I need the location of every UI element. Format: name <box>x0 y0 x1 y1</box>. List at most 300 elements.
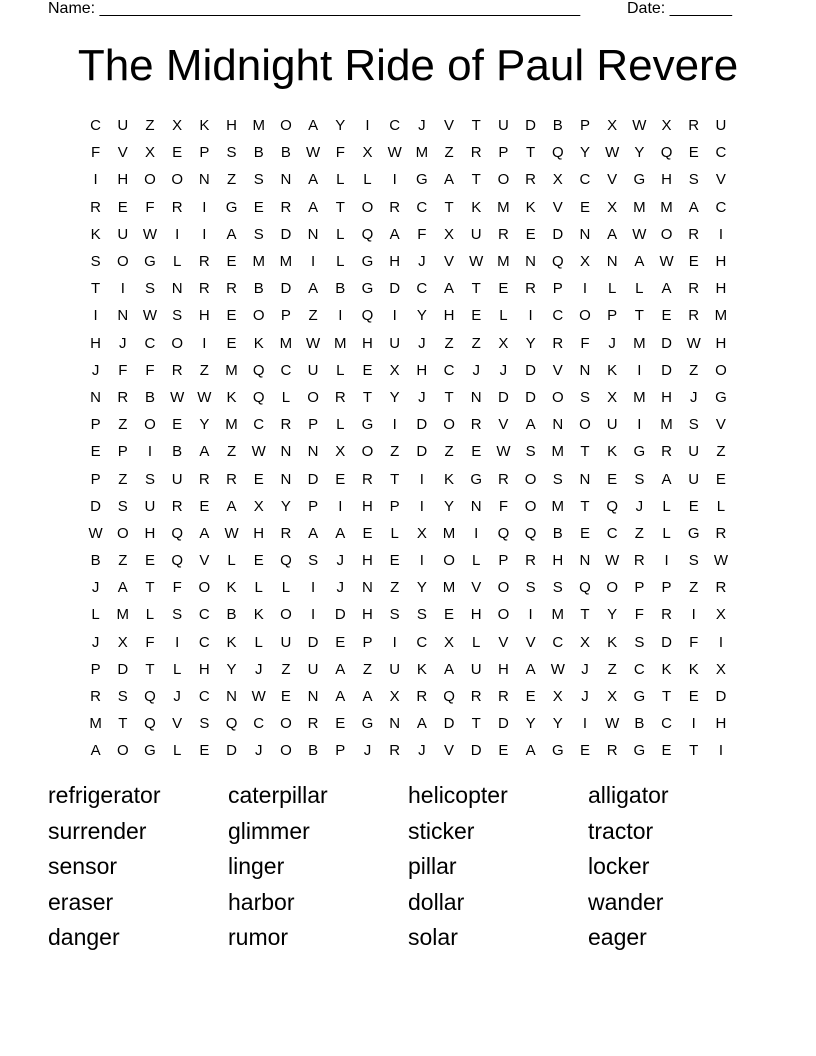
grid-letter[interactable]: E <box>253 552 264 570</box>
grid-letter[interactable]: S <box>172 307 183 325</box>
grid-letter[interactable]: I <box>392 633 397 651</box>
grid-letter[interactable]: I <box>474 524 479 542</box>
grid-letter[interactable]: L <box>363 171 372 189</box>
grid-letter[interactable]: I <box>147 443 153 461</box>
grid-letter[interactable]: M <box>334 334 347 352</box>
grid-letter[interactable]: U <box>144 497 156 515</box>
grid-letter[interactable]: S <box>90 253 101 271</box>
grid-letter[interactable]: D <box>497 715 509 733</box>
grid-letter[interactable]: A <box>335 688 346 706</box>
grid-letter[interactable]: J <box>608 334 616 352</box>
grid-letter[interactable]: H <box>389 253 401 271</box>
grid-letter[interactable]: A <box>688 198 699 216</box>
grid-letter[interactable]: E <box>253 198 264 216</box>
grid-letter[interactable]: J <box>91 361 100 379</box>
grid-letter[interactable]: N <box>579 470 591 488</box>
grid-letter[interactable]: N <box>606 253 618 271</box>
grid-letter[interactable]: E <box>199 742 210 760</box>
grid-letter[interactable]: Q <box>579 579 591 597</box>
grid-letter[interactable]: B <box>335 280 346 298</box>
grid-letter[interactable]: D <box>280 280 292 298</box>
grid-letter[interactable]: X <box>444 225 455 243</box>
grid-letter[interactable]: D <box>661 361 672 379</box>
grid-letter[interactable]: Z <box>444 334 454 352</box>
grid-letter[interactable]: K <box>471 198 482 216</box>
grid-letter[interactable]: H <box>253 524 265 542</box>
grid-letter[interactable]: Q <box>551 253 564 271</box>
grid-letter[interactable]: S <box>144 280 155 298</box>
grid-letter[interactable]: P <box>661 579 672 597</box>
grid-letter[interactable]: Q <box>524 524 537 542</box>
grid-letter[interactable]: A <box>416 715 427 733</box>
grid-letter[interactable]: C <box>579 171 591 189</box>
grid-letter[interactable]: A <box>90 742 101 760</box>
grid-letter[interactable]: E <box>715 470 726 488</box>
grid-letter[interactable]: G <box>551 742 564 760</box>
grid-letter[interactable]: N <box>579 225 591 243</box>
grid-letter[interactable]: X <box>335 443 346 461</box>
grid-letter[interactable]: V <box>117 144 128 162</box>
grid-letter[interactable]: Z <box>145 117 155 135</box>
grid-letter[interactable]: R <box>661 443 672 461</box>
grid-letter[interactable]: M <box>116 606 130 624</box>
grid-letter[interactable]: Q <box>361 307 374 325</box>
grid-letter[interactable]: K <box>226 388 237 406</box>
grid-letter[interactable]: U <box>715 117 727 135</box>
grid-letter[interactable]: S <box>226 144 237 162</box>
grid-letter[interactable]: N <box>579 552 591 570</box>
grid-letter[interactable]: U <box>389 334 401 352</box>
grid-letter[interactable]: R <box>497 470 509 488</box>
grid-letter[interactable]: A <box>444 171 455 189</box>
grid-letter[interactable]: L <box>91 606 100 624</box>
grid-letter[interactable]: C <box>389 117 401 135</box>
grid-letter[interactable]: G <box>633 171 646 189</box>
grid-letter[interactable]: L <box>254 579 263 597</box>
grid-letter[interactable]: X <box>144 144 155 162</box>
grid-letter[interactable]: S <box>253 171 264 189</box>
grid-letter[interactable]: W <box>387 144 402 162</box>
grid-letter[interactable]: L <box>472 633 481 651</box>
grid-letter[interactable]: M <box>714 307 728 325</box>
grid-letter[interactable]: R <box>280 198 292 216</box>
grid-letter[interactable]: E <box>389 552 400 570</box>
grid-letter[interactable]: V <box>525 633 536 651</box>
grid-letter[interactable]: W <box>251 443 266 461</box>
grid-letter[interactable]: J <box>418 742 426 760</box>
grid-letter[interactable]: F <box>91 144 101 162</box>
grid-letter[interactable]: R <box>389 198 401 216</box>
grid-letter[interactable]: H <box>362 334 373 352</box>
grid-letter[interactable]: C <box>144 334 156 352</box>
grid-letter[interactable]: X <box>579 253 590 271</box>
grid-letter[interactable]: T <box>634 307 644 325</box>
grid-letter[interactable]: R <box>198 280 210 298</box>
grid-letter[interactable]: K <box>444 470 455 488</box>
grid-letter[interactable]: Y <box>416 307 427 325</box>
grid-letter[interactable]: E <box>335 715 346 733</box>
grid-letter[interactable]: H <box>552 552 564 570</box>
grid-letter[interactable]: I <box>528 606 533 624</box>
grid-letter[interactable]: C <box>416 280 428 298</box>
grid-letter[interactable]: Q <box>252 361 265 379</box>
grid-letter[interactable]: Z <box>444 144 454 162</box>
grid-letter[interactable]: E <box>226 253 237 271</box>
grid-letter[interactable]: X <box>715 606 726 624</box>
grid-letter[interactable]: Y <box>335 117 346 135</box>
grid-letter[interactable]: Y <box>280 497 291 515</box>
grid-letter[interactable]: Z <box>716 443 726 461</box>
grid-letter[interactable]: A <box>335 524 346 542</box>
grid-letter[interactable]: I <box>93 171 98 189</box>
grid-letter[interactable]: S <box>117 497 128 515</box>
grid-letter[interactable]: S <box>552 470 563 488</box>
grid-letter[interactable]: H <box>198 307 210 325</box>
grid-letter[interactable]: E <box>661 742 672 760</box>
grid-letter[interactable]: I <box>202 225 207 243</box>
grid-letter[interactable]: P <box>199 144 210 162</box>
grid-letter[interactable]: J <box>499 361 508 379</box>
grid-letter[interactable]: I <box>202 198 207 216</box>
grid-letter[interactable]: C <box>715 198 727 216</box>
grid-letter[interactable]: R <box>280 524 292 542</box>
grid-letter[interactable]: U <box>171 470 183 488</box>
grid-letter[interactable]: C <box>198 606 210 624</box>
grid-letter[interactable]: W <box>224 524 239 542</box>
grid-letter[interactable]: D <box>525 361 537 379</box>
grid-letter[interactable]: Y <box>579 144 590 162</box>
grid-letter[interactable]: T <box>526 144 536 162</box>
grid-letter[interactable]: D <box>226 742 237 760</box>
grid-letter[interactable]: D <box>307 633 319 651</box>
grid-letter[interactable]: Z <box>118 470 128 488</box>
grid-letter[interactable]: M <box>279 253 293 271</box>
grid-letter[interactable]: B <box>253 280 264 298</box>
grid-letter[interactable]: O <box>497 579 510 597</box>
grid-letter[interactable]: A <box>308 171 319 189</box>
grid-letter[interactable]: I <box>718 742 723 760</box>
grid-letter[interactable]: R <box>688 280 700 298</box>
grid-letter[interactable]: P <box>362 633 373 651</box>
grid-letter[interactable]: O <box>579 307 591 325</box>
grid-letter[interactable]: E <box>688 144 699 162</box>
grid-letter[interactable]: P <box>117 443 128 461</box>
grid-letter[interactable]: E <box>117 198 128 216</box>
grid-letter[interactable]: O <box>715 361 727 379</box>
grid-letter[interactable]: H <box>661 388 672 406</box>
grid-letter[interactable]: S <box>416 606 427 624</box>
grid-letter[interactable]: U <box>389 660 401 678</box>
grid-letter[interactable]: N <box>117 307 129 325</box>
grid-letter[interactable]: V <box>715 416 726 434</box>
grid-letter[interactable]: H <box>470 606 482 624</box>
grid-letter[interactable]: E <box>688 497 699 515</box>
grid-letter[interactable]: L <box>390 524 399 542</box>
grid-letter[interactable]: A <box>525 416 536 434</box>
grid-letter[interactable]: J <box>254 660 263 678</box>
grid-letter[interactable]: C <box>253 416 265 434</box>
grid-letter[interactable]: A <box>308 280 319 298</box>
grid-letter[interactable]: X <box>416 524 427 542</box>
grid-letter[interactable]: X <box>362 144 373 162</box>
grid-letter[interactable]: G <box>633 742 646 760</box>
grid-letter[interactable]: J <box>472 361 480 379</box>
grid-letter[interactable]: S <box>552 579 563 597</box>
grid-letter[interactable]: X <box>253 497 264 515</box>
grid-letter[interactable]: E <box>226 307 237 325</box>
grid-letter[interactable]: P <box>498 552 509 570</box>
grid-letter[interactable]: W <box>632 117 647 135</box>
grid-letter[interactable]: P <box>389 497 400 515</box>
grid-letter[interactable]: V <box>498 416 509 434</box>
grid-letter[interactable]: R <box>198 470 210 488</box>
grid-letter[interactable]: R <box>307 715 319 733</box>
grid-letter[interactable]: L <box>499 307 508 325</box>
grid-letter[interactable]: M <box>252 117 265 135</box>
grid-letter[interactable]: M <box>633 334 646 352</box>
grid-letter[interactable]: S <box>525 443 536 461</box>
grid-letter[interactable]: I <box>93 307 98 325</box>
grid-letter[interactable]: R <box>280 416 292 434</box>
grid-letter[interactable]: R <box>552 334 564 352</box>
grid-letter[interactable]: C <box>552 633 564 651</box>
grid-letter[interactable]: W <box>605 715 620 733</box>
grid-letter[interactable]: F <box>634 606 644 624</box>
grid-letter[interactable]: O <box>524 470 537 488</box>
grid-letter[interactable]: E <box>688 688 699 706</box>
grid-letter[interactable]: K <box>525 198 536 216</box>
grid-letter[interactable]: I <box>175 225 180 243</box>
grid-letter[interactable]: U <box>117 117 129 135</box>
grid-letter[interactable]: C <box>198 633 210 651</box>
grid-letter[interactable]: S <box>389 606 400 624</box>
grid-letter[interactable]: I <box>311 253 316 271</box>
grid-letter[interactable]: J <box>689 388 698 406</box>
grid-letter[interactable]: I <box>718 633 723 651</box>
grid-letter[interactable]: Q <box>252 388 265 406</box>
grid-letter[interactable]: T <box>91 280 101 298</box>
grid-letter[interactable]: S <box>688 416 699 434</box>
grid-letter[interactable]: K <box>688 660 699 678</box>
grid-letter[interactable]: Z <box>362 660 373 678</box>
grid-letter[interactable]: K <box>607 443 618 461</box>
grid-letter[interactable]: I <box>637 361 642 379</box>
grid-letter[interactable]: L <box>635 280 644 298</box>
grid-letter[interactable]: W <box>142 307 158 325</box>
grid-letter[interactable]: C <box>90 117 102 135</box>
grid-letter[interactable]: M <box>551 606 565 624</box>
grid-letter[interactable]: G <box>715 388 727 406</box>
grid-letter[interactable]: I <box>691 715 696 733</box>
grid-letter[interactable]: O <box>171 171 183 189</box>
grid-letter[interactable]: T <box>471 117 481 135</box>
grid-letter[interactable]: M <box>660 416 673 434</box>
grid-letter[interactable]: O <box>116 742 129 760</box>
grid-letter[interactable]: R <box>497 225 509 243</box>
grid-letter[interactable]: E <box>498 280 509 298</box>
grid-letter[interactable]: E <box>525 225 536 243</box>
grid-letter[interactable]: J <box>254 742 263 760</box>
grid-letter[interactable]: K <box>226 633 237 651</box>
grid-letter[interactable]: X <box>579 633 590 651</box>
grid-letter[interactable]: Q <box>443 688 455 706</box>
grid-letter[interactable]: V <box>552 361 563 379</box>
grid-letter[interactable]: R <box>688 225 700 243</box>
grid-letter[interactable]: V <box>552 198 563 216</box>
grid-letter[interactable]: S <box>525 579 536 597</box>
grid-letter[interactable]: O <box>361 443 374 461</box>
grid-letter[interactable]: C <box>280 361 292 379</box>
grid-letter[interactable]: H <box>715 715 727 733</box>
grid-letter[interactable]: Y <box>389 388 400 406</box>
grid-letter[interactable]: W <box>306 144 321 162</box>
grid-letter[interactable]: N <box>470 388 482 406</box>
grid-letter[interactable]: V <box>471 579 482 597</box>
grid-letter[interactable]: R <box>334 388 346 406</box>
grid-letter[interactable]: E <box>172 416 183 434</box>
grid-letter[interactable]: N <box>226 688 237 706</box>
grid-letter[interactable]: X <box>498 334 509 352</box>
grid-letter[interactable]: O <box>116 524 129 542</box>
grid-letter[interactable]: S <box>172 606 183 624</box>
grid-letter[interactable]: L <box>336 171 345 189</box>
grid-letter[interactable]: R <box>171 198 183 216</box>
grid-letter[interactable]: T <box>580 443 590 461</box>
grid-letter[interactable]: E <box>579 742 590 760</box>
grid-letter[interactable]: K <box>90 225 101 243</box>
grid-letter[interactable]: E <box>362 361 373 379</box>
grid-letter[interactable]: Z <box>471 334 481 352</box>
grid-letter[interactable]: I <box>338 307 343 325</box>
grid-letter[interactable]: E <box>253 470 264 488</box>
grid-letter[interactable]: O <box>171 334 183 352</box>
grid-letter[interactable]: A <box>226 497 237 515</box>
grid-letter[interactable]: R <box>226 280 237 298</box>
grid-letter[interactable]: C <box>198 688 210 706</box>
grid-letter[interactable]: R <box>226 470 237 488</box>
grid-letter[interactable]: G <box>633 688 646 706</box>
grid-letter[interactable]: Z <box>226 443 237 461</box>
grid-letter[interactable]: Q <box>225 715 238 733</box>
grid-letter[interactable]: D <box>661 334 672 352</box>
grid-letter[interactable]: I <box>691 606 696 624</box>
grid-letter[interactable]: A <box>525 660 536 678</box>
grid-letter[interactable]: N <box>525 253 537 271</box>
grid-letter[interactable]: O <box>144 171 156 189</box>
grid-letter[interactable]: U <box>470 660 482 678</box>
grid-letter[interactable]: N <box>552 416 564 434</box>
grid-letter[interactable]: I <box>338 497 343 515</box>
grid-letter[interactable]: J <box>581 688 589 706</box>
grid-letter[interactable]: A <box>444 280 455 298</box>
grid-letter[interactable]: U <box>307 361 319 379</box>
grid-letter[interactable]: O <box>307 388 319 406</box>
grid-letter[interactable]: R <box>497 688 509 706</box>
grid-letter[interactable]: H <box>144 524 156 542</box>
grid-letter[interactable]: R <box>633 552 645 570</box>
grid-letter[interactable]: I <box>311 606 316 624</box>
grid-letter[interactable]: I <box>582 280 588 298</box>
grid-letter[interactable]: Z <box>607 660 617 678</box>
grid-letter[interactable]: L <box>662 524 671 542</box>
grid-letter[interactable]: L <box>172 742 182 760</box>
grid-letter[interactable]: K <box>661 660 672 678</box>
grid-letter[interactable]: P <box>552 280 563 298</box>
grid-letter[interactable]: E <box>199 497 210 515</box>
grid-letter[interactable]: F <box>580 334 590 352</box>
grid-letter[interactable]: R <box>171 497 183 515</box>
grid-letter[interactable]: Q <box>280 552 292 570</box>
grid-letter[interactable]: W <box>496 443 511 461</box>
grid-letter[interactable]: Q <box>144 715 156 733</box>
grid-letter[interactable]: P <box>607 307 618 325</box>
grid-letter[interactable]: Q <box>497 524 510 542</box>
grid-letter[interactable]: R <box>525 552 537 570</box>
grid-letter[interactable]: C <box>416 198 428 216</box>
grid-letter[interactable]: I <box>175 633 180 651</box>
grid-letter[interactable]: B <box>552 117 563 135</box>
grid-letter[interactable]: T <box>335 198 345 216</box>
grid-letter[interactable]: O <box>280 117 292 135</box>
grid-letter[interactable]: L <box>716 497 726 515</box>
grid-letter[interactable]: B <box>172 443 183 461</box>
grid-letter[interactable]: J <box>363 742 372 760</box>
grid-letter[interactable]: O <box>551 388 564 406</box>
grid-letter[interactable]: P <box>498 144 509 162</box>
grid-letter[interactable]: X <box>607 117 618 135</box>
grid-letter[interactable]: A <box>389 225 400 243</box>
grid-letter[interactable]: M <box>442 524 456 542</box>
grid-letter[interactable]: M <box>415 144 429 162</box>
grid-letter[interactable]: H <box>661 171 672 189</box>
grid-letter[interactable]: S <box>308 552 319 570</box>
grid-letter[interactable]: Z <box>390 443 400 461</box>
grid-letter[interactable]: R <box>715 524 727 542</box>
grid-letter[interactable]: S <box>688 171 699 189</box>
grid-letter[interactable]: F <box>498 497 508 515</box>
grid-letter[interactable]: G <box>361 416 374 434</box>
grid-letter[interactable]: O <box>524 497 537 515</box>
grid-letter[interactable]: I <box>528 307 533 325</box>
grid-letter[interactable]: H <box>497 660 509 678</box>
grid-letter[interactable]: F <box>118 361 128 379</box>
grid-letter[interactable]: I <box>202 334 207 352</box>
grid-letter[interactable]: M <box>442 579 456 597</box>
grid-letter[interactable]: E <box>172 144 183 162</box>
grid-letter[interactable]: W <box>142 225 158 243</box>
grid-letter[interactable]: M <box>633 198 646 216</box>
grid-letter[interactable]: G <box>470 470 483 488</box>
grid-letter[interactable]: J <box>91 579 100 597</box>
grid-letter[interactable]: A <box>226 225 237 243</box>
grid-letter[interactable]: W <box>251 688 266 706</box>
grid-letter[interactable]: Y <box>199 416 210 434</box>
grid-letter[interactable]: C <box>416 633 428 651</box>
grid-letter[interactable]: V <box>444 253 455 271</box>
grid-letter[interactable]: J <box>336 579 345 597</box>
grid-letter[interactable]: Z <box>634 524 644 542</box>
grid-letter[interactable]: F <box>689 633 699 651</box>
grid-letter[interactable]: N <box>307 443 319 461</box>
grid-letter[interactable]: V <box>498 633 509 651</box>
grid-letter[interactable]: U <box>307 660 319 678</box>
grid-letter[interactable]: X <box>389 361 400 379</box>
grid-letter[interactable]: T <box>471 280 481 298</box>
grid-letter[interactable]: Z <box>308 307 318 325</box>
grid-letter[interactable]: H <box>715 280 727 298</box>
grid-letter[interactable]: D <box>661 633 672 651</box>
grid-letter[interactable]: V <box>172 715 183 733</box>
